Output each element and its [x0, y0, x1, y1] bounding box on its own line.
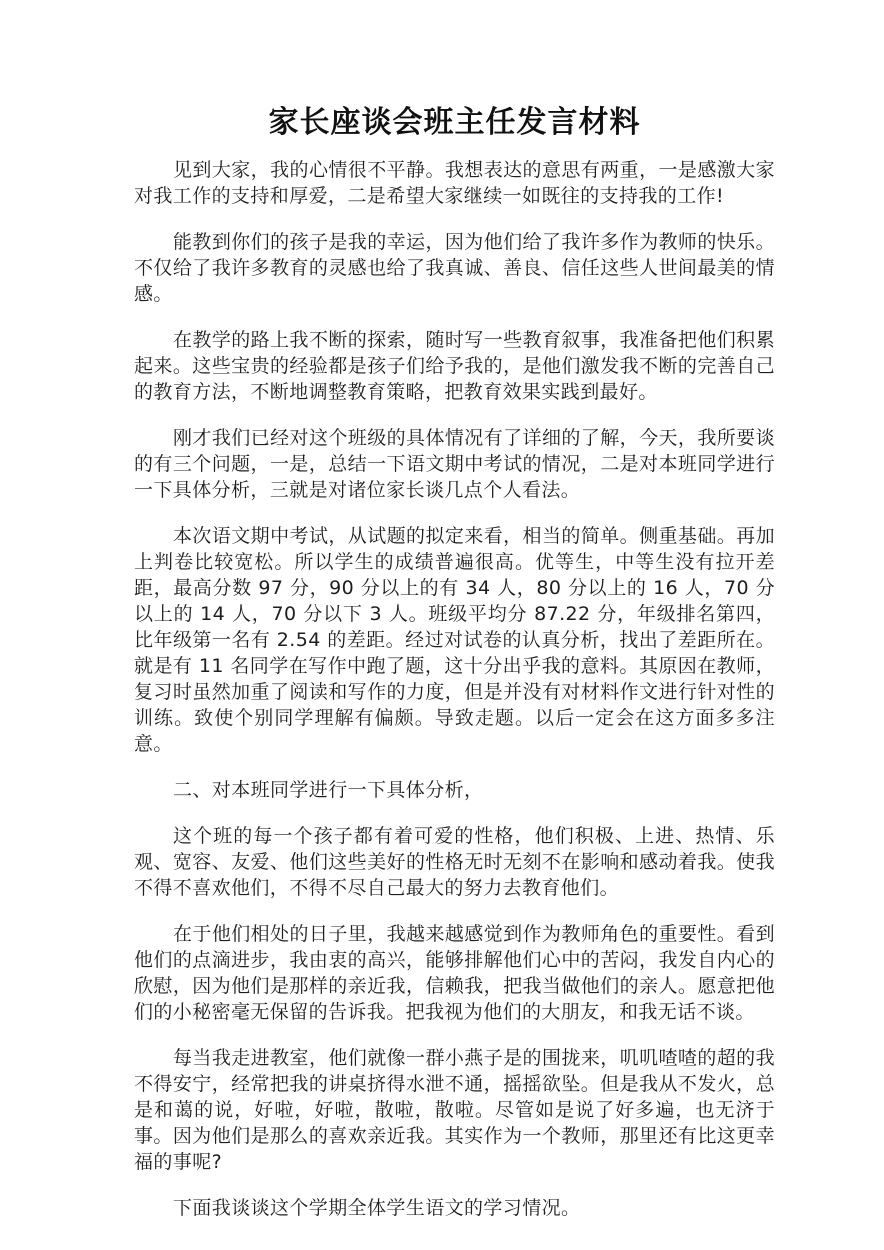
paragraph: 下面我谈谈这个学期全体学生语文的学习情况。	[173, 1197, 581, 1219]
paragraph-section-heading: 二、对本班同学进行一下具体分析，	[173, 779, 484, 801]
paragraph: 本次语文期中考试，从试题的拟定来看，相当的简单。侧重基础。再加上判卷比较宽松。所以学生的成绩普遍很高。优等生，中等生没有拉开差距，最高分数 97 分，90 分以上的有 34 人，80 分以上的 16 人，70 分以上的 14 人，70 分以下 3 人。班级平均分 87.22 分，年级排名第四，比年级第一名有 2.54 的差距。经过对试卷的认真分析，找出了差距所在。就是有 11 名同学在写作中跑了题，这十分出乎我的意料。其原因在教师，复习时虽然加重了阅读和写作的力度，但是并没有对材料作文进行针对性的训练。致使个别同学理解有偏颇。导致走题。以后一定会在这方面多多注意。	[134, 525, 775, 755]
paragraph: 能教到你们的孩子是我的幸运，因为他们给了我许多作为教师的快乐。不仅给了我许多教育的灵感也给了我真诚、善良、信任这些人世间最美的情感。	[134, 231, 775, 305]
document-title: 家长座谈会班主任发言材料	[268, 105, 641, 140]
paragraph: 在于他们相处的日子里，我越来越感觉到作为教师角色的重要性。看到他们的点滴进步，我由衷的高兴，能够排解他们心中的苦闷，我发自内心的欣慰，因为他们是那样的亲近我，信赖我，把我当做他们的亲人。愿意把他们的小秘密毫无保留的告诉我。把我视为他们的大朋友，和我无话不谈。	[134, 923, 775, 1023]
paragraph: 见到大家，我的心情很不平静。我想表达的意思有两重，一是感激大家对我工作的支持和厚爱，二是希望大家继续一如既往的支持我的工作!	[134, 159, 775, 207]
paragraph: 在教学的路上我不断的探索，随时写一些教育叙事，我准备把他们积累起来。这些宝贵的经验都是孩子们给予我的，是他们激发我不断的完善自己的教育方法，不断地调整教育策略，把教育效果实践到最好。	[134, 329, 775, 403]
paragraph: 刚才我们已经对这个班级的具体情况有了详细的了解，今天，我所要谈的有三个问题，一是，总结一下语文期中考试的情况，二是对本班同学进行一下具体分析，三就是对诸位家长谈几点个人看法。	[134, 427, 775, 501]
paragraph: 这个班的每一个孩子都有着可爱的性格，他们积极、上进、热情、乐观、宽容、友爱、他们这些美好的性格无时无刻不在影响和感动着我。使我不得不喜欢他们，不得不尽自己最大的努力去教育他们。	[134, 825, 775, 899]
paragraph: 每当我走进教室，他们就像一群小燕子是的围拢来，叽叽喳喳的超的我不得安宁，经常把我的讲桌挤得水泄不通，摇摇欲坠。但是我从不发火，总是和蔼的说，好啦，好啦，散啦，散啦。尽管如是说了好多遍，也无济于事。因为他们是那么的喜欢亲近我。其实作为一个教师，那里还有比这更幸福的事呢?	[134, 1047, 775, 1173]
